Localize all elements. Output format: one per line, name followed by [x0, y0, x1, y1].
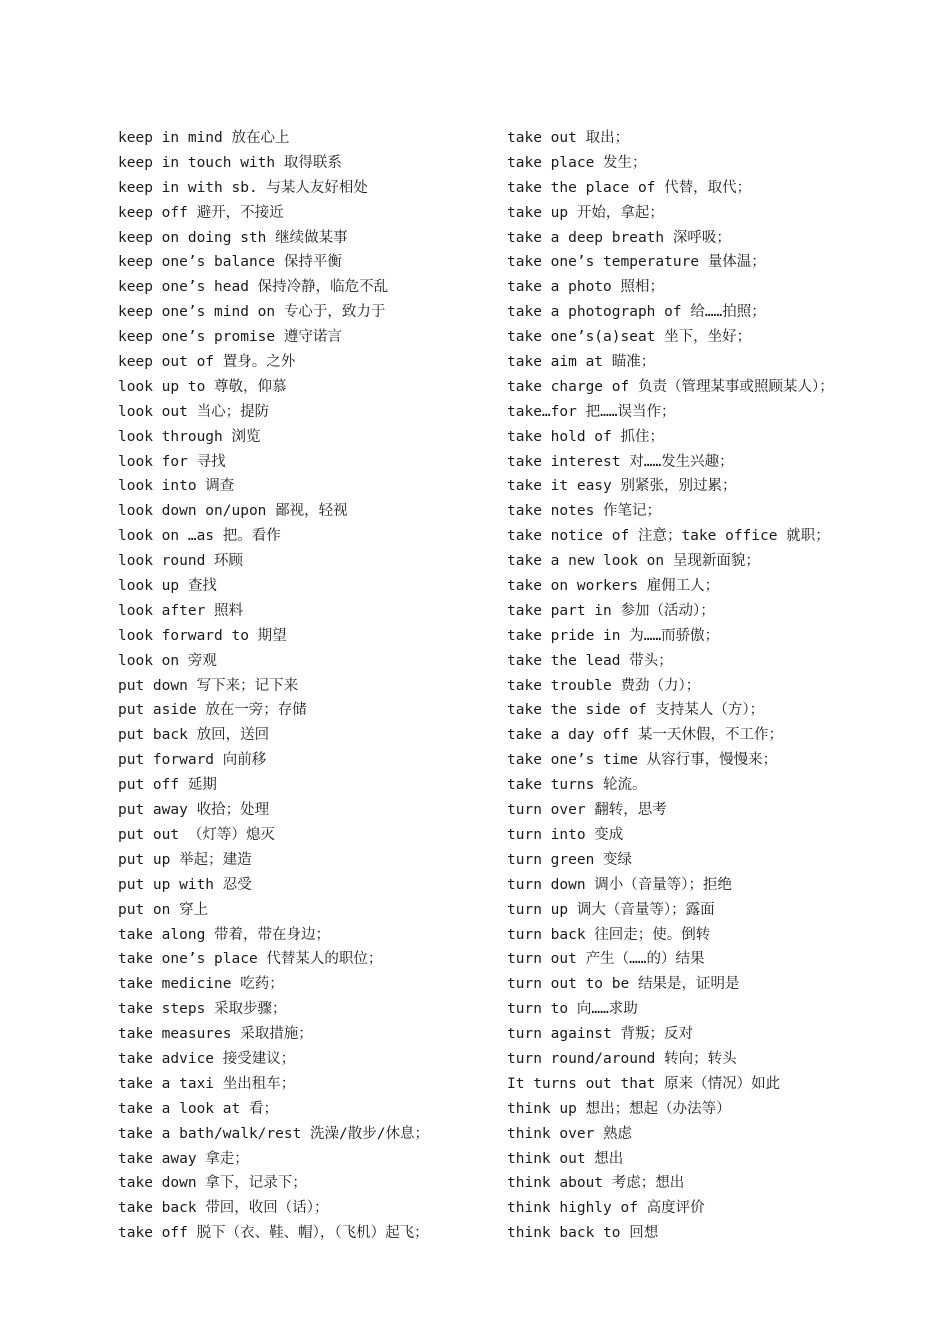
phrase-entry: take notice of 注意；take office 就职； [507, 528, 830, 545]
phrase-entry: turn against 背叛；反对 [507, 1026, 693, 1043]
phrase-entry: look on …as 把。看作 [118, 528, 281, 545]
phrase-entry: take measures 采取措施； [118, 1026, 313, 1043]
phrase-entry: keep in mind 放在心上 [118, 130, 290, 146]
left-column [118, 126, 498, 1246]
phrase-entry: take hold of 抓住； [507, 428, 664, 445]
phrase-entry: keep off 避开，不接近 [118, 204, 284, 221]
phrase-entry: take a bath/walk/rest 洗澡/散步/休息； [118, 1125, 430, 1142]
phrase-entry: look after 照料 [118, 602, 244, 619]
phrase-entry: turn out to be 结果是，证明是 [507, 976, 740, 993]
phrase-entry: put away 收拾；处理 [118, 802, 270, 819]
phrase-entry: put up with 忍受 [118, 876, 252, 893]
phrase-entry: think highly of 高度评价 [507, 1200, 705, 1217]
phrase-entry: look up to 尊敬，仰慕 [118, 378, 287, 395]
phrase-entry: take…for 把……误当作； [507, 403, 676, 420]
phrase-entry: think back to 回想 [507, 1225, 659, 1242]
phrase-entry: turn round/around 转向；转头 [507, 1050, 737, 1067]
phrase-entry: take a day off 某一天休假，不工作； [507, 727, 783, 744]
phrase-entry: put down 写下来；记下来 [118, 677, 299, 694]
phrase-entry: keep one’s mind on 专心于，致力于 [118, 304, 386, 321]
phrase-entry: think up 想出；想起（办法等） [507, 1100, 731, 1117]
phrase-entry: put back 放回，送回 [118, 727, 270, 744]
phrase-entry: take up 开始，拿起； [507, 204, 664, 221]
phrase-entry: turn out 产生（……的）结果 [507, 951, 705, 968]
phrase-entry: look round 环顾 [118, 553, 244, 570]
phrase-entry: take one’s temperature 量体温； [507, 254, 766, 271]
phrase-entry: take the lead 带头； [507, 652, 673, 669]
phrase-entry: take a look at 看； [118, 1100, 278, 1117]
phrase-entry: keep one’s promise 遵守诺言 [118, 329, 342, 346]
phrase-entry: look up 查找 [118, 578, 217, 595]
phrase-entry: take the side of 支持某人（方）； [507, 702, 765, 719]
phrase-entry: turn down 调小（音量等）；拒绝 [507, 876, 733, 893]
phrase-entry: put up 举起；建造 [118, 851, 252, 868]
phrase-entry: take place 发生； [507, 154, 647, 171]
phrase-entry: It turns out that 原来（情况）如此 [507, 1075, 781, 1092]
phrase-entry: put on 穿上 [118, 901, 209, 918]
phrase-entry: keep in touch with 取得联系 [118, 154, 342, 171]
phrase-entry: take one’s time 从容行事，慢慢来； [507, 752, 778, 769]
phrase-entry: look through 浏览 [118, 428, 261, 445]
phrase-entry: take on workers 雇佣工人； [507, 578, 720, 595]
phrase-entry: take steps 采取步骤； [118, 1001, 287, 1018]
phrase-entry: turn up 调大（音量等）；露面 [507, 901, 715, 918]
phrase-entry: keep on doing sth 继续做某事 [118, 229, 348, 246]
phrase-entry: take a photo 照相； [507, 279, 664, 296]
phrase-entry: take advice 接受建议； [118, 1050, 296, 1067]
phrase-entry: take off 脱下（衣、鞋、帽），（飞机）起飞； [118, 1225, 429, 1242]
phrase-entry: take part in 参加（活动）； [507, 602, 715, 619]
phrase-entry: keep out of 置身。之外 [118, 354, 296, 371]
phrase-entry: take interest 对……发生兴趣； [507, 453, 734, 470]
phrase-entry: turn into 变成 [507, 826, 624, 843]
phrase-entry: take one’s(a)seat 坐下，坐好； [507, 329, 752, 346]
phrase-entry: take the place of 代替，取代； [507, 179, 752, 196]
phrase-entry: turn back 往回走；使。倒转 [507, 926, 711, 943]
phrase-entry: take medicine 吃药； [118, 976, 284, 993]
phrase-entry: look on 旁观 [118, 652, 217, 669]
phrase-entry: look for 寻找 [118, 453, 226, 470]
phrase-entry: take along 带着，带在身边； [118, 926, 331, 943]
phrase-entry: take turns 轮流。 [507, 777, 647, 794]
phrase-entry: take a new look on 呈现新面貌； [507, 553, 760, 570]
phrase-entry: think out 想出 [507, 1150, 624, 1167]
phrase-entry: put out （灯等）熄灭 [118, 826, 275, 843]
phrase-entry: take a deep breath 深呼吸； [507, 229, 731, 246]
phrase-entry: keep one’s balance 保持平衡 [118, 254, 342, 271]
phrase-entry: take trouble 费劲（力）； [507, 677, 701, 694]
phrase-entry: take one’s place 代替某人的职位； [118, 951, 383, 968]
phrase-entry: think over 熟虑 [507, 1125, 633, 1142]
phrase-entry: take out 取出； [507, 130, 630, 146]
phrase-entry: think about 考虑；想出 [507, 1175, 685, 1192]
phrase-entry: take charge of 负责（管理某事或照顾某人）； [507, 378, 834, 395]
phrase-entry: take down 拿下，记录下； [118, 1175, 307, 1192]
phrase-entry: look forward to 期望 [118, 627, 287, 644]
right-column [507, 126, 937, 1246]
phrase-entry: take a taxi 坐出租车； [118, 1075, 296, 1092]
phrase-entry: take a photograph of 给……拍照； [507, 304, 766, 321]
phrase-entry: take notes 作笔记； [507, 503, 662, 520]
phrase-entry: take it easy 别紧张，别过累； [507, 478, 737, 495]
phrase-entry: look out 当心；提防 [118, 403, 270, 420]
phrase-entry: look down on/upon 鄙视，轻视 [118, 503, 348, 520]
phrase-entry: keep one’s head 保持冷静，临危不乱 [118, 279, 389, 296]
phrase-entry: take away 拿走； [118, 1150, 249, 1167]
phrase-entry: take pride in 为……而骄傲； [507, 627, 720, 644]
phrase-entry: put forward 向前移 [118, 752, 267, 769]
phrase-entry: put off 延期 [118, 777, 217, 794]
phrase-entry: take back 带回，收回（话）； [118, 1200, 329, 1217]
phrase-entry: put aside 放在一旁；存储 [118, 702, 307, 719]
phrase-entry: turn over 翻转，思考 [507, 802, 667, 819]
phrase-entry: take aim at 瞄准； [507, 354, 656, 371]
phrase-entry: turn to 向……求助 [507, 1001, 638, 1018]
phrase-entry: look into 调查 [118, 478, 235, 495]
phrase-entry: keep in with sb. 与某人友好相处 [118, 179, 368, 196]
phrase-entry: turn green 变绿 [507, 851, 633, 868]
